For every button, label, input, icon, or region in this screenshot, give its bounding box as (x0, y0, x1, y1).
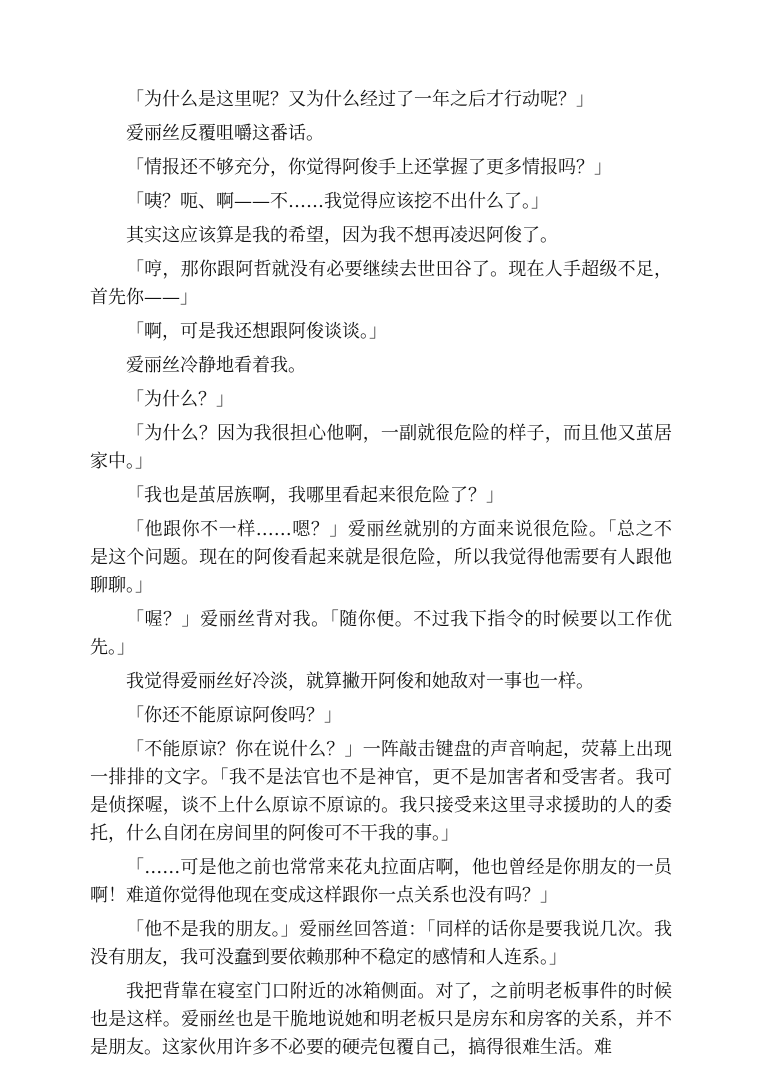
paragraph-9: 「为什么？」 (126, 389, 234, 410)
paragraph-2: 爱丽丝反覆咀嚼这番话。 (126, 123, 324, 144)
paragraph-16: 「不能原谅？你在说什么？」一阵敲击键盘的声音响起，荧幕上出现一排排的文字。「我不是法官也不是神官，更不是加害者和受害者。我可是侦探喔，谈不上什么原谅不原谅的。我只接受来这里寻求援助的人的委托，什么自闭在房间里的阿俊可不干我的事。」 (90, 739, 672, 844)
paragraph-19: 我把背靠在寝室门口附近的冰箱侧面。对了，之前明老板事件的时候也是这样。爱丽丝也是干脆地说她和明老板只是房东和房客的关系，并不是朋友。这家伙用许多不必要的硬壳包覆自己，搞得很难生活。难 (90, 981, 672, 1058)
paragraph-11: 「我也是茧居族啊，我哪里看起来很危险了？」 (126, 485, 504, 506)
paragraph-4: 「咦？呃、啊——不……我觉得应该挖不出什么了。」 (126, 191, 549, 212)
paragraph-15: 「你还不能原谅阿俊吗？」 (126, 705, 342, 726)
paragraph-1: 「为什么是这里呢？又为什么经过了一年之后才行动呢？」 (126, 89, 594, 110)
paragraph-7: 「啊，可是我还想跟阿俊谈谈。」 (126, 321, 387, 342)
paragraph-13: 「喔？」爱丽丝背对我。「随你便。不过我下指令的时候要以工作优先。」 (90, 609, 672, 658)
paragraph-5: 其实这应该算是我的希望，因为我不想再凌迟阿俊了。 (126, 225, 558, 246)
paragraph-8: 爱丽丝冷静地看着我。 (126, 355, 306, 376)
paragraph-14: 我觉得爱丽丝好冷淡，就算撇开阿俊和她敌对一事也一样。 (126, 671, 594, 692)
paragraph-10: 「为什么？因为我很担心他啊，一副就很危险的样子，而且他又茧居家中。」 (90, 423, 672, 472)
document-page (90, 86, 672, 1068)
paragraph-17: 「……可是他之前也常常来花丸拉面店啊，他也曾经是你朋友的一员啊！难道你觉得他现在变成这样跟你一点关系也没有吗？」 (90, 857, 672, 906)
paragraph-6: 「哼，那你跟阿哲就没有必要继续去世田谷了。现在人手超级不足，首先你——」 (90, 259, 672, 308)
paragraph-3: 「情报还不够充分，你觉得阿俊手上还掌握了更多情报吗？」 (126, 157, 612, 178)
paragraph-12: 「他跟你不一样……嗯？」爱丽丝就别的方面来说很危险。「总之不是这个问题。现在的阿俊看起来就是很危险，所以我觉得他需要有人跟他聊聊。」 (90, 519, 672, 596)
paragraph-18: 「他不是我的朋友。」爱丽丝回答道：「同样的话你是要我说几次。我没有朋友，我可没蠢到要依赖那种不稳定的感情和人连系。」 (90, 919, 672, 968)
